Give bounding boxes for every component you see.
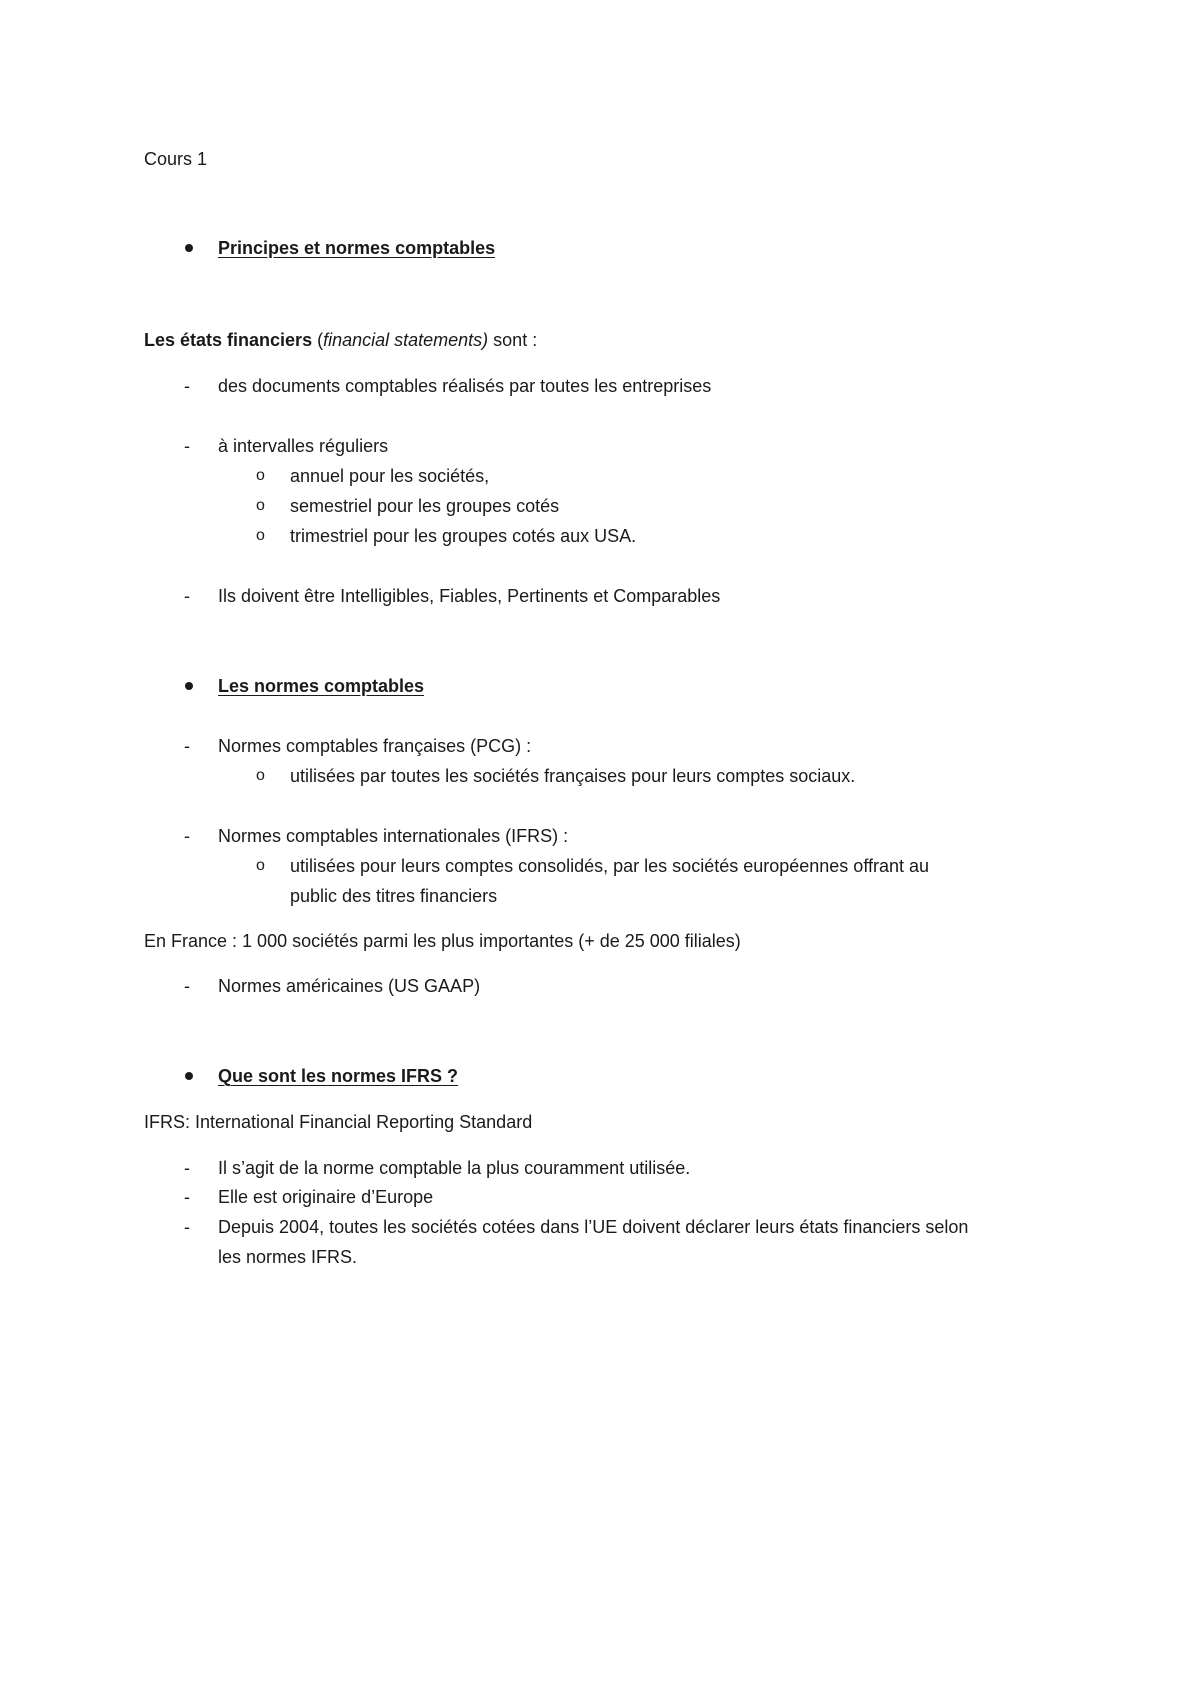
dash-marker: - bbox=[184, 826, 190, 846]
bullet-dot-icon bbox=[185, 682, 193, 690]
list-item: Il s’agit de la norme comptable la plus couramment utilisée. bbox=[218, 1158, 691, 1178]
list-item: Elle est originaire d’Europe bbox=[218, 1187, 434, 1207]
dash-marker: - bbox=[184, 1158, 190, 1178]
dash-marker: - bbox=[184, 1187, 190, 1207]
sub-list-item: annuel pour les sociétés, bbox=[290, 466, 490, 486]
bullet-dot-icon bbox=[185, 1072, 193, 1080]
dash-marker: - bbox=[184, 976, 190, 996]
section-heading-principes: Principes et normes comptables bbox=[218, 238, 496, 258]
list-item: à intervalles réguliers bbox=[218, 436, 389, 456]
intro-bold-term: Les états financiers bbox=[144, 330, 313, 350]
circle-marker: o bbox=[256, 467, 265, 484]
list-item-continuation: les normes IFRS. bbox=[218, 1247, 358, 1267]
bullet-dot-icon bbox=[185, 244, 193, 252]
page-title: Cours 1 bbox=[144, 149, 208, 169]
sub-list-item: semestriel pour les groupes cotés bbox=[290, 496, 560, 516]
section-heading-ifrs: Que sont les normes IFRS ? bbox=[218, 1066, 459, 1086]
intro-paragraph bbox=[144, 328, 537, 352]
dash-marker: - bbox=[184, 736, 190, 756]
section-heading-normes: Les normes comptables bbox=[218, 676, 425, 696]
circle-marker: o bbox=[256, 857, 265, 874]
circle-marker: o bbox=[256, 497, 265, 514]
circle-marker: o bbox=[256, 527, 265, 544]
dash-marker: - bbox=[184, 586, 190, 606]
list-item: des documents comptables réalisés par toutes les entreprises bbox=[218, 376, 712, 396]
sub-list-item: trimestriel pour les groupes cotés aux USA. bbox=[290, 526, 637, 546]
list-item: Depuis 2004, toutes les sociétés cotées dans l’UE doivent déclarer leurs états financiers selon bbox=[218, 1217, 969, 1237]
dash-marker: - bbox=[184, 1217, 190, 1237]
ifrs-definition: IFRS: International Financial Reporting Standard bbox=[144, 1112, 533, 1132]
list-item: Normes comptables françaises (PCG) : bbox=[218, 736, 532, 756]
list-item: Normes comptables internationales (IFRS) : bbox=[218, 826, 569, 846]
dash-marker: - bbox=[184, 436, 190, 456]
intro-open-paren: ( bbox=[317, 330, 324, 350]
sub-list-item: utilisées pour leurs comptes consolidés, par les sociétés européennes offrant au bbox=[290, 856, 930, 876]
intro-italic-term: financial statements) bbox=[323, 330, 489, 350]
intro-rest: sont : bbox=[488, 330, 538, 350]
sub-list-item-continuation: public des titres financiers bbox=[290, 886, 498, 906]
dash-marker: - bbox=[184, 376, 190, 396]
sub-list-item: utilisées par toutes les sociétés françaises pour leurs comptes sociaux. bbox=[290, 766, 856, 786]
list-item: Normes américaines (US GAAP) bbox=[218, 976, 481, 996]
list-item: Ils doivent être Intelligibles, Fiables, Pertinents et Comparables bbox=[218, 586, 721, 606]
france-note: En France : 1 000 sociétés parmi les plus importantes (+ de 25 000 filiales) bbox=[144, 931, 741, 951]
circle-marker: o bbox=[256, 767, 265, 784]
